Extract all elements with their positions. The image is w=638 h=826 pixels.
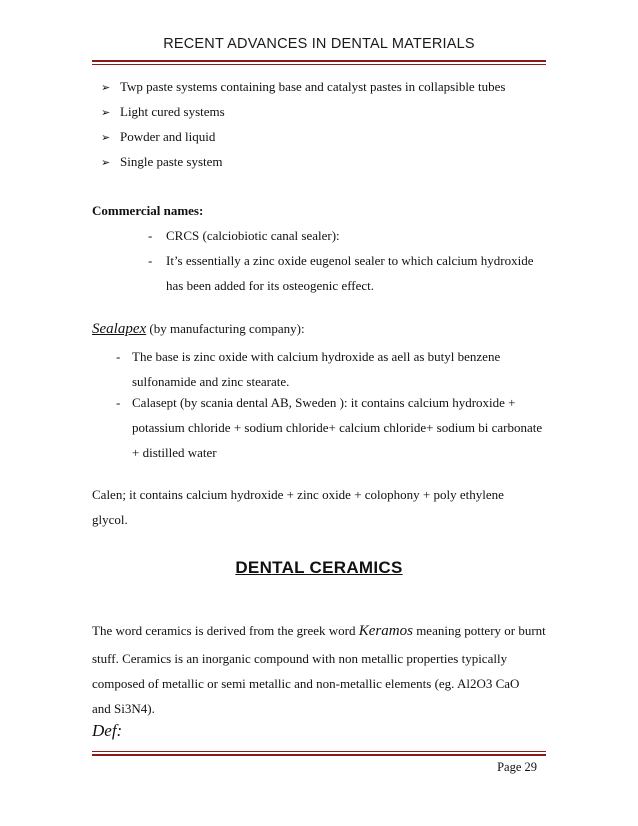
dash-marker: - <box>116 349 121 364</box>
commercial-item-text: CRCS (calciobiotic canal sealer): <box>166 228 340 243</box>
sealapex-suffix: (by manufacturing company): <box>146 321 305 336</box>
ceramics-paragraph-line: composed of metallic or semi metallic and non-metallic elements (eg. Al2O3 CaO <box>92 676 520 691</box>
bullet-item: ➢ Light cured systems <box>101 99 505 124</box>
ceramics-paragraph-line: and Si3N4). <box>92 701 155 716</box>
commercial-item-text: has been added for its osteogenic effect. <box>166 278 375 293</box>
arrow-bullet-icon: ➢ <box>101 82 111 94</box>
sealapex-item-text: sulfonamide and zinc stearate. <box>132 374 290 389</box>
ceramics-paragraph-line: The word ceramics is derived from the greek word Keramos meaning pottery or burnt <box>92 623 546 639</box>
section-title: DENTAL CERAMICS <box>235 558 403 577</box>
sealapex-item-text: + distilled water <box>132 445 217 460</box>
calen-line: glycol. <box>92 512 128 527</box>
calen-line: Calen; it contains calcium hydroxide + zinc oxide + colophony + poly ethylene <box>92 487 504 502</box>
type-bullet-list <box>101 74 505 174</box>
bullet-item: ➢ Powder and liquid <box>101 124 505 149</box>
arrow-bullet-icon: ➢ <box>101 107 111 119</box>
dash-marker: - <box>148 228 153 243</box>
commercial-item-text: It’s essentially a zinc oxide eugenol sealer to which calcium hydroxide <box>166 253 534 268</box>
ceramics-paragraph-line: stuff. Ceramics is an inorganic compound with non metallic properties typically <box>92 651 508 666</box>
commercial-names-heading: Commercial names: <box>92 203 204 218</box>
header-rule <box>92 60 546 62</box>
definition-label: Def: <box>92 721 123 740</box>
arrow-bullet-icon: ➢ <box>101 157 111 169</box>
keramos-term: Keramos <box>358 623 413 639</box>
sealapex-item-text: The base is zinc oxide with calcium hydroxide as aell as butyl benzene <box>132 349 501 364</box>
page-number: Page 29 <box>497 760 537 774</box>
header-rule-thin <box>92 64 546 65</box>
footer-rule-thin <box>92 751 546 752</box>
arrow-bullet-icon: ➢ <box>101 132 111 144</box>
sealapex-name: Sealapex <box>92 321 147 337</box>
dash-marker: - <box>116 395 121 410</box>
sealapex-heading <box>92 316 305 342</box>
page-header: RECENT ADVANCES IN DENTAL MATERIALS <box>163 36 475 52</box>
footer-rule <box>92 754 546 756</box>
bullet-item: ➢ Twp paste systems containing base and catalyst pastes in collapsible tubes <box>101 74 505 99</box>
bullet-item: ➢ Single paste system <box>101 149 505 174</box>
sealapex-item-text: Calasept (by scania dental AB, Sweden ): it contains calcium hydroxide + <box>132 395 516 410</box>
sealapex-item-text: potassium chloride + sodium chloride+ calcium chloride+ sodium bi carbonate <box>132 420 543 435</box>
dash-marker: - <box>148 253 153 268</box>
